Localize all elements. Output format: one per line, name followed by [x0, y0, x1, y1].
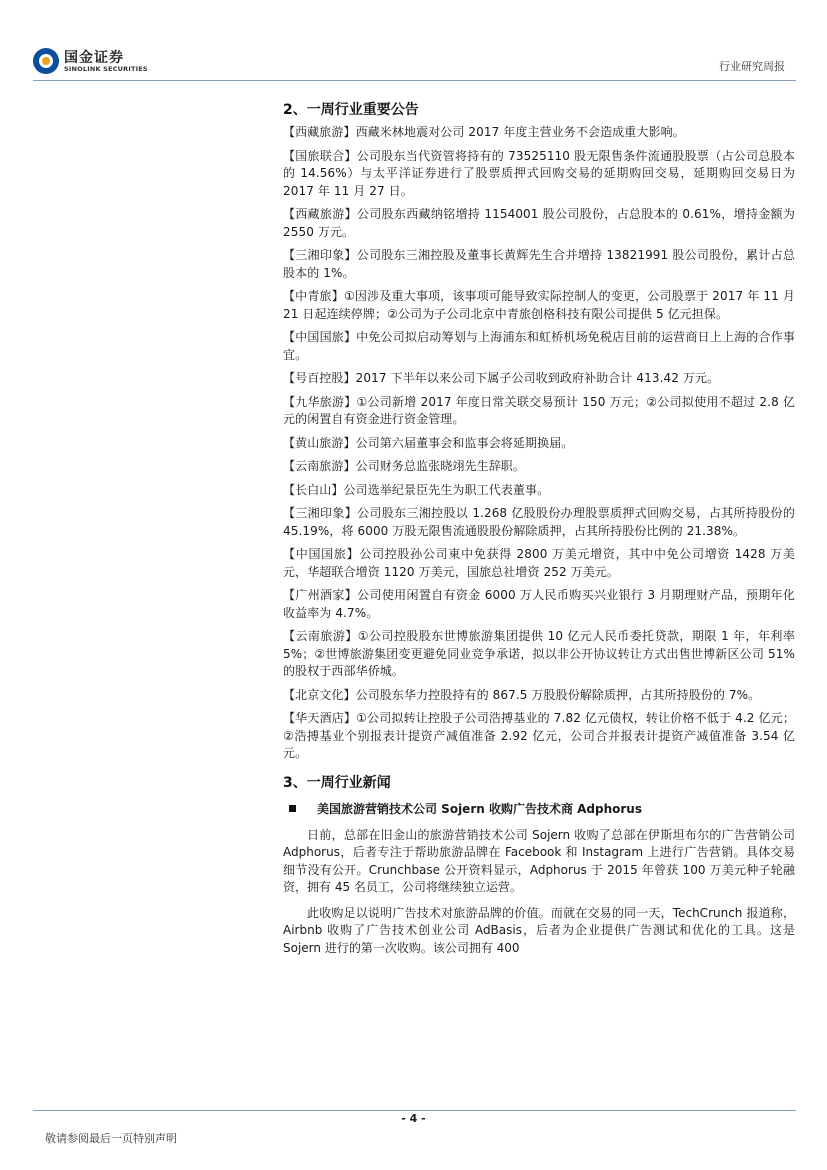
news-paragraph: 日前，总部在旧金山的旅游营销技术公司 Sojern 收购了总部在伊斯坦布尔的广告营销公司 Adphorus，后者专注于帮助旅游品牌在 Facebook 和 Instagram 上进行广告营销。具体交易细节没有公开。Crunchbase 公开资料显示，Adphorus 于 2015 年曾获 100 万美元种子轮融资，拥有 45 名员工，公司将继续独立运营。	[283, 827, 795, 894]
company-tag: 【云南旅游】	[283, 629, 358, 643]
company-tag: 【云南旅游】	[283, 459, 356, 473]
company-tag: 【北京文化】	[283, 687, 356, 702]
announcement-text: 公司股东当代资管将持有的 73525110 股无限售条件流通股股票（占公司总股本的 14.56%）与太平洋证券进行了股票质押式回购交易的延期购回交易，延期购回交易日为 2017 年 11 月 27 日。	[283, 148, 795, 198]
announcement-text: 2017 下半年以来公司下属子公司收到政府补助合计 413.42 万元。	[355, 371, 720, 385]
footer-divider	[33, 1110, 796, 1111]
disclaimer-note: 敬请参阅最后一页特别声明	[45, 1132, 177, 1145]
announcement-text: 公司选举纪景臣先生为职工代表董事。	[343, 482, 550, 497]
announcement-text: ①公司拟转让控股子公司浩搏基业的 7.82 亿元债权，转让价格不低于 4.2 亿元；②浩搏基业个别报表计提资产减值准备 2.92 亿元，公司合并报表计提资产减值准备 3.54 亿元。	[283, 711, 795, 760]
header-divider	[33, 80, 796, 81]
news-headline	[283, 797, 795, 821]
announcement-text: 西藏米林地震对公司 2017 年度主营业务不会造成重大影响。	[355, 125, 685, 139]
news-paragraph: 此收购足以说明广告技术对旅游品牌的价值。而就在交易的同一天，TechCrunch 报道称，Airbnb 收购了广告技术创业公司 AdBasis，后者为企业提供广告测试和优化的工具。这是 Sojern 进行的第一次收购。该公司拥有 400	[283, 905, 795, 955]
announcement-text: 公司股东西藏纳铭增持 1154001 股公司股份，占总股本的 0.61%，增持金额为 2550 万元。	[283, 207, 795, 239]
announcement-item	[283, 394, 795, 429]
announcement-list	[283, 124, 795, 763]
company-tag: 【号百控股】	[283, 371, 356, 385]
announcement-text: 公司股东三湘控股以 1.268 亿股股份办理股票质押式回购交易，占其所持股份的 45.19%，将 6000 万股无限售流通股股份解除质押，占其所持股份比例的 21.38%。	[283, 506, 795, 538]
announcement-text: ①公司新增 2017 年度日常关联交易预计 150 万元；②公司拟使用不超过 2.8 亿元的闲置自有资金进行资金管理。	[283, 394, 795, 426]
announcement-item	[283, 124, 795, 142]
company-tag: 【三湘印象】	[283, 248, 357, 262]
announcement-text: 公司财务总监张晓翊先生辞职。	[355, 459, 526, 473]
company-logo	[33, 46, 163, 78]
document-type: 行业研究周报	[719, 60, 785, 73]
announcement-item	[283, 587, 795, 622]
announcement-text: 公司股东华力控股持有的 867.5 万股股份解除质押，占其所持股份的 7%。	[355, 687, 761, 702]
section-title-announcements: 2、一周行业重要公告	[283, 102, 419, 118]
square-bullet-icon	[289, 805, 296, 812]
announcement-item	[283, 628, 795, 681]
company-tag: 【国旅联合】	[283, 148, 357, 163]
announcement-item	[283, 206, 795, 241]
announcement-text: ①因涉及重大事项，该事项可能导致实际控制人的变更，公司股票于 2017 年 11 月 21 日起连续停牌；②公司为子公司北京中青旅创格科技有限公司提供 5 亿元担保。	[283, 289, 795, 321]
logo-chinese-name: 国金证券	[64, 50, 124, 66]
announcement-item	[283, 710, 795, 763]
announcement-item	[283, 288, 795, 323]
page-header	[0, 0, 827, 80]
company-tag: 【广州酒家】	[283, 588, 358, 602]
announcement-text: 中免公司拟启动筹划与上海浦东和虹桥机场免税店目前的运营商日上上海的合作事宜。	[283, 330, 795, 362]
company-tag: 【三湘印象】	[283, 506, 358, 520]
announcement-item	[283, 148, 795, 201]
announcement-text: 公司使用闲置自有资金 6000 万人民币购买兴业银行 3 月期理财产品，预期年化收益率为 4.7%。	[283, 588, 795, 620]
logo-english-name: SINOLINK SECURITIES	[64, 65, 148, 73]
company-tag: 【西藏旅游】	[283, 207, 357, 221]
page-number: - 4 -	[401, 1112, 426, 1125]
company-tag: 【西藏旅游】	[283, 125, 356, 139]
announcement-text: ①公司控股股东世博旅游集团提供 10 亿元人民币委托贷款，期限 1 年，年利率 5%；②世博旅游集团变更避免同业竞争承诺，拟以非公开协议转让方式出售世博新区公司 51%的股权于西部华侨城。	[283, 629, 795, 678]
announcement-item	[283, 505, 795, 540]
news-headline-text: 美国旅游营销技术公司 Sojern 收购广告技术商 Adphorus	[317, 802, 642, 816]
announcement-item	[283, 482, 795, 500]
section-title-news: 3、一周行业新闻	[283, 774, 391, 791]
company-tag: 【九华旅游】	[283, 394, 357, 409]
company-tag: 【长白山】	[283, 482, 344, 497]
company-tag: 【中国国旅】	[283, 547, 360, 561]
company-tag: 【中青旅】	[283, 289, 344, 303]
announcement-text: 公司第六届董事会和监事会将延期换届。	[355, 435, 574, 450]
logo-mark-icon	[33, 48, 59, 74]
company-tag: 【中国国旅】	[283, 330, 357, 344]
announcement-item	[283, 546, 795, 581]
main-content	[283, 96, 795, 965]
company-tag: 【华天酒店】	[283, 711, 357, 725]
company-tag: 【黄山旅游】	[283, 435, 356, 450]
announcement-text: 公司股东三湘控股及董事长黄辉先生合并增持 13821991 股公司股份，累计占总股本的 1%。	[283, 248, 795, 280]
announcement-item	[283, 687, 795, 705]
announcement-item	[283, 435, 795, 453]
announcement-item	[283, 247, 795, 282]
announcement-item	[283, 458, 795, 476]
announcement-text: 公司控股孙公司東中免获得 2800 万美元增资，其中中免公司增资 1428 万美元，华超联合增资 1120 万美元，国旅总社增资 252 万美元。	[283, 547, 795, 579]
announcement-item	[283, 329, 795, 364]
announcement-item	[283, 370, 795, 388]
